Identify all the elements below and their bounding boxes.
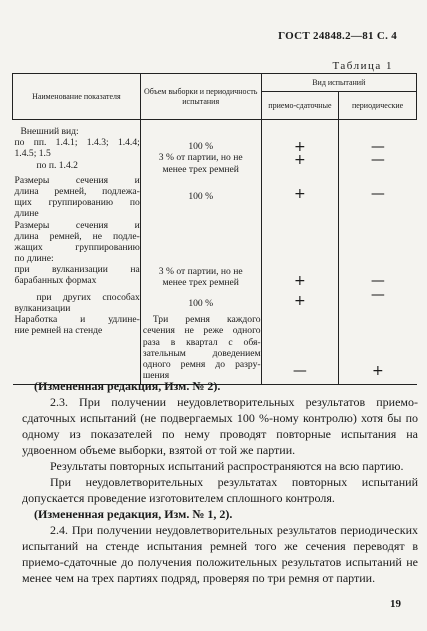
row-sample-line: одного ремня до разру-	[142, 359, 261, 370]
acceptance-mark: —	[261, 314, 339, 385]
header-acceptance: приемо-сдаточные	[261, 92, 339, 120]
periodic-mark: —	[370, 185, 385, 202]
page-number: 19	[390, 598, 401, 610]
header-sample-size: Объем выборки и периодичность испытания	[140, 74, 261, 120]
periodic-mark: —	[370, 272, 385, 289]
header-indicator-name: Наименование показателя	[13, 74, 141, 120]
row-sample-line: 3 % от партии, но не	[158, 152, 243, 164]
periodic-mark: —	[370, 286, 385, 303]
row-name-line: по п. 1.4.2	[36, 159, 78, 171]
periodic-mark: — —	[370, 139, 385, 169]
row-sample-line: 100 %	[188, 297, 214, 309]
row-sample-line: зательным доведением	[142, 347, 261, 359]
table-caption: Таблица 1	[332, 60, 393, 72]
row-sample-line: менее трех ремней	[162, 163, 239, 175]
row-name-line: по пп. 1.4.1; 1.4.3; 1.4.4;	[14, 137, 140, 149]
table-row	[13, 288, 417, 314]
row-sample-line: 100 %	[188, 190, 214, 202]
row-name-line: ние ремней на стенде	[14, 325, 103, 337]
row-name-line: длине	[14, 208, 39, 220]
row-sample-line: Три ремня каждого	[152, 314, 261, 326]
row-name-line: по длине:	[14, 253, 54, 265]
row-name-line: барабанных формах	[14, 275, 97, 287]
header-periodic: периодические	[339, 92, 417, 120]
row-name-line: Внешний вид:	[20, 126, 79, 137]
row-name-line: при других способах	[36, 291, 140, 303]
row-name-line: вулканизации	[14, 303, 71, 315]
row-sample-line: менее трех ремней	[162, 276, 239, 288]
row-name-line: жащих группированию	[14, 241, 140, 253]
row-name-line: Размеры сечения и	[14, 219, 140, 231]
document-code: ГОСТ 24848.2—81 С. 4	[278, 30, 397, 42]
row-name-line: длина ремней, подлежа-	[14, 185, 140, 197]
paragraph-2-4: 2.4. При получении неудовлетворительных результатов периодических испытаний на стенде испытания ремней того же сечения переводят в приемо-сдаточные до получения положительных результатов испытаний не менее чем на трех партиях подряд, проверяя по три ремня от партии.	[22, 523, 418, 585]
periodic-mark: +	[339, 314, 417, 385]
row-sample-line: 3 % от партии, но не	[158, 265, 243, 277]
acceptance-mark: + +	[261, 120, 339, 175]
header-test-kind: Вид испытаний	[261, 74, 416, 92]
row-name-line: длина ремней, не подле-	[14, 230, 140, 242]
row-sample-line: шения	[142, 370, 170, 382]
row-sample-line: сечения не реже одного	[142, 325, 261, 337]
paragraph-repeat-results: Результаты повторных испытаний распространяются на всю партию.	[50, 459, 404, 473]
row-name-line: 1.4.5; 1.5	[14, 148, 51, 160]
table-row	[13, 120, 417, 175]
row-sample-line	[141, 126, 261, 137]
acceptance-mark: +	[261, 175, 339, 220]
paragraph-unsatisfactory: При неудовлетворительных результатах повторных испытаний допускается проведение изготовителем сплошного контроля.	[22, 475, 418, 505]
row-name-line: щих группированию по	[14, 197, 140, 209]
test-table	[12, 73, 417, 385]
amendment-note: (Измененная редакция, Изм. № 2).	[34, 379, 221, 393]
paragraph-2-3: 2.3. При получении неудовлетворительных результатов приемо-сдаточных испытаний (не подвергаемых 100 %-ному контролю) хотя бы по одному из показателей по нему проводят повторные испытания на удвоенном объеме выборки, взятой от той же партии.	[22, 395, 418, 457]
row-name-line: Наработка и удлине-	[14, 314, 140, 326]
row-name-line: при вулканизации на	[14, 264, 140, 276]
table-row	[13, 314, 417, 385]
table-row	[13, 220, 417, 288]
amendment-note: (Измененная редакция, Изм. № 1, 2).	[34, 507, 233, 521]
row-sample-line: раза в квартал с обя-	[142, 336, 261, 348]
row-sample-line: 100 %	[188, 141, 214, 153]
row-name-line: Размеры сечения и	[14, 174, 140, 186]
table-row	[13, 175, 417, 220]
acceptance-mark: +	[261, 288, 339, 314]
document-body	[22, 378, 418, 586]
acceptance-mark: +	[261, 220, 339, 288]
